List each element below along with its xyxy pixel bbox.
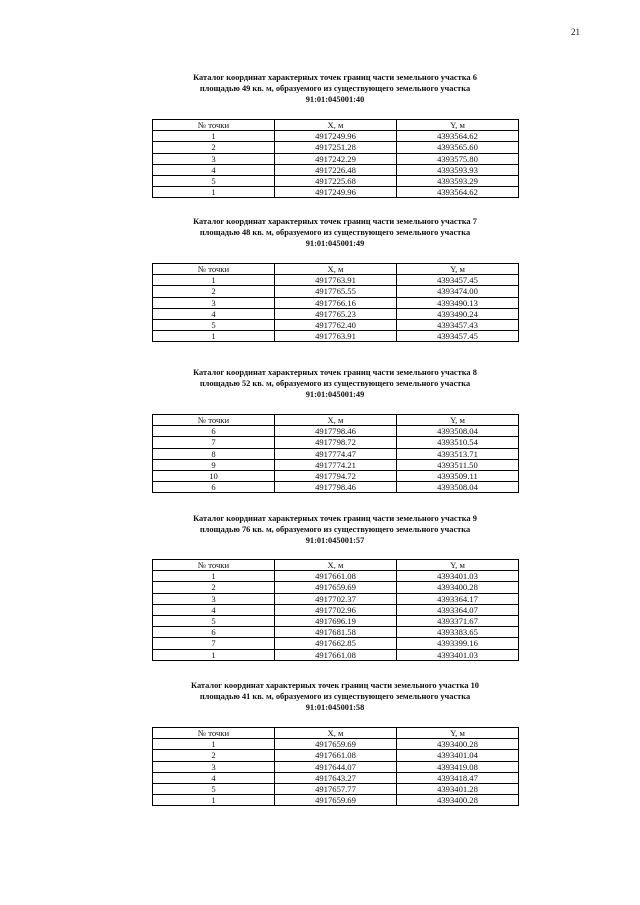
table-row — [153, 582, 519, 593]
x-coordinate-cell: 4917794.72 — [275, 470, 397, 481]
catalog-title — [152, 513, 518, 546]
point-number-cell: 4 — [153, 604, 275, 615]
x-coordinate-cell: 4917774.21 — [275, 459, 397, 470]
table-row — [153, 649, 519, 660]
point-number-cell: 1 — [153, 131, 275, 142]
table-header-row — [153, 120, 519, 131]
y-coordinate-cell: 4393457.45 — [397, 331, 519, 342]
y-coordinate-cell: 4393401.04 — [397, 750, 519, 761]
point-number-cell: 6 — [153, 627, 275, 638]
header-x: X, м — [275, 264, 397, 275]
table-row — [153, 319, 519, 330]
y-coordinate-cell: 4393510.54 — [397, 437, 519, 448]
y-coordinate-cell: 4393474.00 — [397, 286, 519, 297]
x-coordinate-cell: 4917662.85 — [275, 638, 397, 649]
y-coordinate-cell: 4393508.04 — [397, 482, 519, 493]
x-coordinate-cell: 4917696.19 — [275, 615, 397, 626]
table-row — [153, 308, 519, 319]
y-coordinate-cell: 4393511.50 — [397, 459, 519, 470]
x-coordinate-cell: 4917774.47 — [275, 448, 397, 459]
catalog-title-line: Каталог координат характерных точек границ части земельного участка 10 — [191, 681, 479, 690]
table-row — [153, 604, 519, 615]
point-number-cell: 5 — [153, 319, 275, 330]
header-y: Y, м — [397, 728, 519, 739]
coordinates-table — [152, 727, 519, 806]
header-x: X, м — [275, 415, 397, 426]
y-coordinate-cell: 4393508.04 — [397, 426, 519, 437]
catalog-title-block — [152, 216, 518, 249]
y-coordinate-cell: 4393401.03 — [397, 571, 519, 582]
x-coordinate-cell: 4917644.07 — [275, 761, 397, 772]
point-number-cell: 1 — [153, 739, 275, 750]
x-coordinate-cell: 4917226.48 — [275, 164, 397, 175]
catalog-title — [152, 216, 518, 249]
header-y: Y, м — [397, 415, 519, 426]
x-coordinate-cell: 4917659.69 — [275, 582, 397, 593]
point-number-cell: 4 — [153, 164, 275, 175]
table-row — [153, 331, 519, 342]
table-row — [153, 571, 519, 582]
x-coordinate-cell: 4917798.46 — [275, 426, 397, 437]
table-header-row — [153, 560, 519, 571]
y-coordinate-cell: 4393564.62 — [397, 131, 519, 142]
point-number-cell: 9 — [153, 459, 275, 470]
point-number-cell: 4 — [153, 772, 275, 783]
catalog-title-block — [152, 72, 518, 105]
point-number-cell: 2 — [153, 142, 275, 153]
y-coordinate-cell: 4393593.29 — [397, 175, 519, 186]
table-row — [153, 750, 519, 761]
catalog-title-block — [152, 367, 518, 400]
point-number-cell: 6 — [153, 482, 275, 493]
header-y: Y, м — [397, 560, 519, 571]
y-coordinate-cell: 4393364.17 — [397, 593, 519, 604]
table-row — [153, 739, 519, 750]
table-row — [153, 153, 519, 164]
x-coordinate-cell: 4917763.91 — [275, 331, 397, 342]
catalog-title-line: площадью 48 кв. м, образуемого из существующего земельного участка — [199, 228, 471, 237]
catalog-title-line: площадью 41 кв. м, образуемого из существующего земельного участка — [199, 692, 471, 701]
cadastral-number: 91:01:045001:40 — [305, 95, 365, 104]
y-coordinate-cell: 4393457.45 — [397, 275, 519, 286]
point-number-cell: 5 — [153, 783, 275, 794]
y-coordinate-cell: 4393575.80 — [397, 153, 519, 164]
cadastral-number: 91:01:045001:49 — [305, 390, 365, 399]
y-coordinate-cell: 4393400.28 — [397, 739, 519, 750]
y-coordinate-cell: 4393401.28 — [397, 783, 519, 794]
point-number-cell: 3 — [153, 593, 275, 604]
coordinates-table-wrapper — [152, 119, 518, 198]
table-header-row — [153, 728, 519, 739]
table-row — [153, 638, 519, 649]
x-coordinate-cell: 4917798.72 — [275, 437, 397, 448]
coordinates-table-wrapper — [152, 263, 518, 342]
y-coordinate-cell: 4393490.24 — [397, 308, 519, 319]
point-number-cell: 7 — [153, 437, 275, 448]
cadastral-number: 91:01:045001:49 — [305, 239, 365, 248]
y-coordinate-cell: 4393383.65 — [397, 627, 519, 638]
catalog-title-line: площадью 52 кв. м, образуемого из существующего земельного участка — [199, 379, 471, 388]
header-y: Y, м — [397, 120, 519, 131]
y-coordinate-cell: 4393564.62 — [397, 187, 519, 198]
point-number-cell: 1 — [153, 571, 275, 582]
catalog-title-line: площадью 49 кв. м, образуемого из существующего земельного участка — [199, 84, 471, 93]
x-coordinate-cell: 4917249.96 — [275, 131, 397, 142]
y-coordinate-cell: 4393400.28 — [397, 582, 519, 593]
coordinates-table-wrapper — [152, 559, 518, 661]
coordinates-table-wrapper — [152, 727, 518, 806]
catalog-title-block — [152, 680, 518, 713]
catalog-title — [152, 367, 518, 400]
catalog-title-line: площадью 76 кв. м, образуемого из существующего земельного участка — [199, 525, 471, 534]
table-row — [153, 297, 519, 308]
x-coordinate-cell: 4917661.08 — [275, 750, 397, 761]
table-row — [153, 142, 519, 153]
y-coordinate-cell: 4393457.43 — [397, 319, 519, 330]
coordinates-table — [152, 119, 519, 198]
header-point: № точки — [153, 560, 275, 571]
point-number-cell: 3 — [153, 153, 275, 164]
catalog-title — [152, 72, 518, 105]
header-x: X, м — [275, 120, 397, 131]
point-number-cell: 3 — [153, 761, 275, 772]
y-coordinate-cell: 4393364.07 — [397, 604, 519, 615]
x-coordinate-cell: 4917702.96 — [275, 604, 397, 615]
y-coordinate-cell: 4393490.13 — [397, 297, 519, 308]
header-x: X, м — [275, 728, 397, 739]
x-coordinate-cell: 4917798.46 — [275, 482, 397, 493]
x-coordinate-cell: 4917643.27 — [275, 772, 397, 783]
point-number-cell: 5 — [153, 615, 275, 626]
point-number-cell: 1 — [153, 275, 275, 286]
table-row — [153, 482, 519, 493]
coordinates-table-wrapper — [152, 414, 518, 493]
x-coordinate-cell: 4917661.08 — [275, 649, 397, 660]
y-coordinate-cell: 4393419.08 — [397, 761, 519, 772]
x-coordinate-cell: 4917763.91 — [275, 275, 397, 286]
y-coordinate-cell: 4393509.11 — [397, 470, 519, 481]
header-point: № точки — [153, 415, 275, 426]
x-coordinate-cell: 4917681.58 — [275, 627, 397, 638]
y-coordinate-cell: 4393593.93 — [397, 164, 519, 175]
catalog-title-block — [152, 513, 518, 546]
catalog-title-line: Каталог координат характерных точек границ части земельного участка 8 — [193, 368, 477, 377]
x-coordinate-cell: 4917762.40 — [275, 319, 397, 330]
y-coordinate-cell: 4393399.16 — [397, 638, 519, 649]
table-row — [153, 783, 519, 794]
table-row — [153, 772, 519, 783]
header-point: № точки — [153, 264, 275, 275]
catalog-title — [152, 680, 518, 713]
x-coordinate-cell: 4917766.16 — [275, 297, 397, 308]
header-x: X, м — [275, 560, 397, 571]
table-row — [153, 795, 519, 806]
y-coordinate-cell: 4393401.03 — [397, 649, 519, 660]
x-coordinate-cell: 4917702.37 — [275, 593, 397, 604]
point-number-cell: 4 — [153, 308, 275, 319]
point-number-cell: 2 — [153, 750, 275, 761]
table-row — [153, 615, 519, 626]
x-coordinate-cell: 4917657.77 — [275, 783, 397, 794]
table-header-row — [153, 264, 519, 275]
x-coordinate-cell: 4917249.96 — [275, 187, 397, 198]
point-number-cell: 1 — [153, 187, 275, 198]
table-row — [153, 175, 519, 186]
y-coordinate-cell: 4393400.28 — [397, 795, 519, 806]
x-coordinate-cell: 4917765.23 — [275, 308, 397, 319]
point-number-cell: 2 — [153, 286, 275, 297]
table-row — [153, 187, 519, 198]
header-point: № точки — [153, 120, 275, 131]
catalog-title-line: Каталог координат характерных точек границ части земельного участка 6 — [193, 73, 477, 82]
point-number-cell: 1 — [153, 331, 275, 342]
x-coordinate-cell: 4917661.08 — [275, 571, 397, 582]
header-point: № точки — [153, 728, 275, 739]
point-number-cell: 1 — [153, 795, 275, 806]
coordinates-table — [152, 414, 519, 493]
point-number-cell: 6 — [153, 426, 275, 437]
table-row — [153, 448, 519, 459]
table-row — [153, 470, 519, 481]
catalog-title-line: Каталог координат характерных точек границ части земельного участка 9 — [193, 514, 477, 523]
point-number-cell: 5 — [153, 175, 275, 186]
point-number-cell: 2 — [153, 582, 275, 593]
x-coordinate-cell: 4917659.69 — [275, 795, 397, 806]
y-coordinate-cell: 4393565.60 — [397, 142, 519, 153]
x-coordinate-cell: 4917251.28 — [275, 142, 397, 153]
x-coordinate-cell: 4917242.29 — [275, 153, 397, 164]
header-y: Y, м — [397, 264, 519, 275]
cadastral-number: 91:01:045001:58 — [305, 703, 365, 712]
cadastral-number: 91:01:045001:57 — [305, 536, 365, 545]
y-coordinate-cell: 4393513.71 — [397, 448, 519, 459]
coordinates-table — [152, 559, 519, 661]
table-row — [153, 131, 519, 142]
table-row — [153, 164, 519, 175]
point-number-cell: 1 — [153, 649, 275, 660]
point-number-cell: 7 — [153, 638, 275, 649]
table-row — [153, 761, 519, 772]
table-row — [153, 275, 519, 286]
table-row — [153, 426, 519, 437]
x-coordinate-cell: 4917765.55 — [275, 286, 397, 297]
y-coordinate-cell: 4393371.67 — [397, 615, 519, 626]
table-row — [153, 627, 519, 638]
table-row — [153, 593, 519, 604]
point-number-cell: 3 — [153, 297, 275, 308]
table-row — [153, 437, 519, 448]
x-coordinate-cell: 4917225.68 — [275, 175, 397, 186]
catalog-title-line: Каталог координат характерных точек границ части земельного участка 7 — [193, 217, 477, 226]
page-number: 21 — [571, 27, 580, 37]
coordinates-table — [152, 263, 519, 342]
point-number-cell: 10 — [153, 470, 275, 481]
table-row — [153, 286, 519, 297]
table-row — [153, 459, 519, 470]
x-coordinate-cell: 4917659.69 — [275, 739, 397, 750]
y-coordinate-cell: 4393418.47 — [397, 772, 519, 783]
point-number-cell: 8 — [153, 448, 275, 459]
table-header-row — [153, 415, 519, 426]
